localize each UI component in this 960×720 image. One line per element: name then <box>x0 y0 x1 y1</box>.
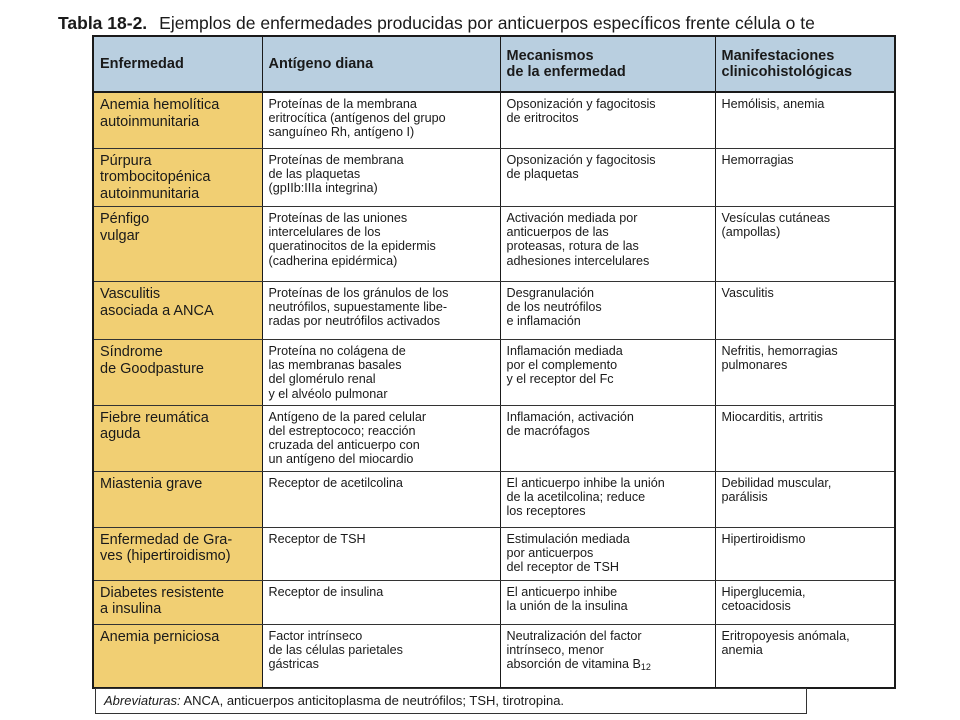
disease-cell <box>93 148 262 207</box>
manifestation-cell <box>715 471 895 527</box>
disease-cell <box>93 340 262 406</box>
mechanism-text: la unión de la insulina <box>506 599 628 614</box>
disease-text: autoinmunitaria <box>100 113 200 130</box>
antigen-text: sanguíneo Rh, antígeno I) <box>268 125 415 140</box>
mechanism-text: por el complemento <box>506 358 618 373</box>
antigen-cell <box>262 471 500 527</box>
disease-text: Síndrome <box>100 344 163 360</box>
antigen-text: Proteínas de los gránulos de los <box>268 286 449 300</box>
disease-line <box>100 601 256 618</box>
table-row <box>93 624 895 688</box>
disease-text: Anemia hemolítica <box>100 97 220 113</box>
manifestation-text: Nefritis, hemorragias <box>721 344 838 358</box>
antigen-line <box>269 344 494 358</box>
manifestation-cell <box>715 92 895 148</box>
mechanism-text: Opsonización y fagocitosis <box>506 97 656 111</box>
antigen-text: Proteína no colágena de <box>268 344 406 358</box>
antigen-text: radas por neutrófilos activados <box>268 314 441 329</box>
disease-cell <box>93 624 262 688</box>
disease-cell <box>93 471 262 527</box>
mechanism-line <box>507 167 709 181</box>
mechanism-cell <box>500 405 715 471</box>
mechanism-text: de eritrocitos <box>506 111 579 126</box>
table-title: Ejemplos de enfermedades producidas por anticuerpos específicos frente célula o te <box>159 13 815 33</box>
antigen-text: del glomérulo renal <box>268 372 376 387</box>
mechanism-text: y el receptor del Fc <box>506 372 614 387</box>
disease-cell <box>93 580 262 624</box>
antigen-cell <box>262 405 500 471</box>
table-body <box>93 92 895 688</box>
mechanism-line <box>507 211 709 225</box>
manifestation-text: Hemorragias <box>721 152 794 167</box>
manifestation-line <box>722 585 889 599</box>
antigen-line <box>269 167 494 181</box>
antigen-text: y el alvéolo pulmonar <box>268 386 388 401</box>
table-row <box>93 580 895 624</box>
antigen-text: Proteínas de membrana <box>268 152 404 167</box>
subscript: 12 <box>640 662 651 673</box>
disease-text: autoinmunitaria <box>100 185 200 202</box>
table-row <box>93 405 895 471</box>
mechanism-line <box>507 560 709 574</box>
mechanism-text: Desgranulación <box>506 286 595 300</box>
antigen-line <box>269 225 494 239</box>
manifestation-line <box>722 97 889 111</box>
manifestation-line <box>722 629 889 643</box>
antigen-cell <box>262 148 500 207</box>
antigen-line <box>269 239 494 253</box>
antigen-cell <box>262 92 500 148</box>
manifestation-cell <box>715 527 895 580</box>
disease-line <box>100 186 256 203</box>
antigen-text: las membranas basales <box>268 358 402 373</box>
table-row <box>93 148 895 207</box>
mechanism-line <box>507 254 709 268</box>
antigen-text: Proteínas de la membrana <box>268 97 417 111</box>
manifestation-line <box>722 358 889 372</box>
mechanism-line <box>507 225 709 239</box>
header-row <box>93 36 895 92</box>
antigen-text: Proteínas de las uniones <box>268 211 408 225</box>
manifestation-line <box>722 286 889 300</box>
antigen-line <box>269 97 494 111</box>
antigen-text: neutrófilos, supuestamente libe- <box>268 300 448 315</box>
header-line: clinicohistológicas <box>721 64 853 80</box>
antigen-line <box>269 476 494 490</box>
antigen-cell <box>262 580 500 624</box>
mechanism-line <box>507 111 709 125</box>
mechanism-line <box>507 490 709 504</box>
mechanism-line <box>507 599 709 613</box>
mechanism-line <box>507 358 709 372</box>
antigen-cell <box>262 527 500 580</box>
mechanism-text: de la acetilcolina; reduce <box>506 490 646 505</box>
mechanism-line <box>507 372 709 386</box>
manifestation-cell <box>715 405 895 471</box>
manifestation-text: Hiperglucemia, <box>721 584 806 599</box>
disease-line <box>100 286 256 303</box>
header-line: Enfermedad <box>100 56 184 72</box>
header-line: Mecanismos <box>506 48 594 64</box>
mechanism-cell <box>500 624 715 688</box>
antigen-text: Receptor de TSH <box>268 531 366 546</box>
antigen-line <box>269 387 494 401</box>
mechanism-text: de los neutrófilos <box>506 300 602 315</box>
header-antigeno-diana <box>262 36 500 92</box>
antigen-text: un antígeno del miocardio <box>268 452 414 467</box>
mechanism-line <box>507 239 709 253</box>
manifestation-text: Vesículas cutáneas <box>721 211 831 225</box>
mechanism-cell <box>500 471 715 527</box>
antigen-text: Receptor de insulina <box>268 584 384 599</box>
disease-text: ves (hipertiroidismo) <box>100 548 231 565</box>
table-row <box>93 92 895 148</box>
manifestation-text: pulmonares <box>721 358 788 373</box>
mechanism-line <box>507 643 709 657</box>
mechanism-text: del receptor de TSH <box>506 560 619 575</box>
antigen-line <box>269 211 494 225</box>
mechanism-text: anticuerpos de las <box>506 225 609 240</box>
manifestation-line <box>722 225 889 239</box>
disease-line <box>100 361 256 378</box>
manifestation-line <box>722 643 889 657</box>
disease-text: Diabetes resistente <box>100 584 225 601</box>
mechanism-line <box>507 532 709 546</box>
mechanism-cell <box>500 282 715 340</box>
antigen-line <box>269 410 494 424</box>
disease-line <box>100 585 256 602</box>
manifestation-line <box>722 490 889 504</box>
disease-line <box>100 476 256 493</box>
mechanism-line <box>507 476 709 490</box>
disease-cell <box>93 207 262 282</box>
disease-text: de Goodpasture <box>100 360 204 377</box>
disease-text: Pénfigo <box>100 211 150 227</box>
antigen-text: Receptor de acetilcolina <box>268 475 403 490</box>
antigen-line <box>269 424 494 438</box>
disease-line <box>100 532 256 549</box>
antigen-line <box>269 181 494 195</box>
mechanism-cell <box>500 340 715 406</box>
header-mecanismos <box>500 36 715 92</box>
antigen-line <box>269 585 494 599</box>
antigen-text: gástricas <box>268 657 319 672</box>
mechanism-text: de macrófagos <box>506 424 590 439</box>
disease-text: asociada a ANCA <box>100 302 214 319</box>
mechanism-line <box>507 424 709 438</box>
mechanism-text: por anticuerpos <box>506 546 594 561</box>
mechanism-text: de plaquetas <box>506 166 579 181</box>
mechanism-cell <box>500 92 715 148</box>
disease-text: Enfermedad de Gra- <box>100 531 233 548</box>
mechanism-text: intrínseco, menor <box>506 643 604 658</box>
manifestation-cell <box>715 207 895 282</box>
manifestation-line <box>722 532 889 546</box>
antigen-line <box>269 438 494 452</box>
disease-text: Miastenia grave <box>100 475 203 492</box>
mechanism-line <box>507 344 709 358</box>
antigen-text: queratinocitos de la epidermis <box>268 239 436 254</box>
disease-cell <box>93 92 262 148</box>
mechanism-text: absorción de vitamina B <box>506 657 641 672</box>
disease-cell <box>93 405 262 471</box>
header-line: Antígeno diana <box>268 56 374 72</box>
abbreviations-label: Abreviaturas: <box>104 693 181 708</box>
antigen-text: intercelulares de los <box>268 225 381 240</box>
mechanism-line <box>507 585 709 599</box>
manifestation-text: Debilidad muscular, <box>721 475 832 490</box>
mechanism-text: e inflamación <box>506 314 581 329</box>
disease-line <box>100 97 256 114</box>
manifestation-text: Miocarditis, artritis <box>721 409 823 424</box>
manifestation-text: Hipertiroidismo <box>721 531 806 546</box>
antigen-text: de las plaquetas <box>268 166 361 181</box>
antigen-line <box>269 300 494 314</box>
disease-text: Vasculitis <box>100 286 161 302</box>
disease-text: aguda <box>100 426 141 443</box>
disease-line <box>100 303 256 320</box>
header-enfermedad <box>93 36 262 92</box>
antigen-line <box>269 254 494 268</box>
table-row <box>93 282 895 340</box>
antigen-line <box>269 372 494 386</box>
disease-line <box>100 169 256 186</box>
antigen-text: Factor intrínseco <box>268 628 363 643</box>
manifestation-cell <box>715 580 895 624</box>
manifestation-text: anemia <box>721 643 763 658</box>
antigen-text: de las células parietales <box>268 643 403 658</box>
mechanism-line <box>507 153 709 167</box>
antigen-line <box>269 532 494 546</box>
antigen-line <box>269 111 494 125</box>
disease-line <box>100 548 256 565</box>
mechanism-text: El anticuerpo inhibe <box>506 584 618 599</box>
disease-cell <box>93 282 262 340</box>
manifestation-text: (ampollas) <box>721 225 781 240</box>
antigen-cell <box>262 282 500 340</box>
disease-line <box>100 629 256 646</box>
manifestation-cell <box>715 624 895 688</box>
antigen-line <box>269 657 494 671</box>
disease-line <box>100 114 256 131</box>
manifestation-cell <box>715 148 895 207</box>
disease-text: Púrpura <box>100 152 152 169</box>
header-line: Manifestaciones <box>721 48 835 64</box>
antigen-line <box>269 153 494 167</box>
mechanism-line <box>507 657 709 674</box>
mechanism-text: Estimulación mediada <box>506 531 630 546</box>
manifestation-cell <box>715 282 895 340</box>
mechanism-cell <box>500 207 715 282</box>
antigen-cell <box>262 207 500 282</box>
mechanism-text: Activación mediada por <box>506 211 638 225</box>
table-caption <box>58 12 960 34</box>
table-row <box>93 207 895 282</box>
mechanism-text: los receptores <box>506 504 586 519</box>
abbreviations-text: ANCA, anticuerpos anticitoplasma de neutrófilos; TSH, tirotropina. <box>180 693 565 708</box>
mechanism-line <box>507 286 709 300</box>
antigen-text: Antígeno de la pared celular <box>268 409 427 424</box>
antigen-cell <box>262 624 500 688</box>
header-line: de la enfermedad <box>506 64 626 80</box>
manifestation-text: cetoacidosis <box>721 599 791 614</box>
mechanism-cell <box>500 148 715 207</box>
manifestation-line <box>722 153 889 167</box>
manifestation-text: parálisis <box>721 490 768 505</box>
manifestation-line <box>722 344 889 358</box>
mechanism-line <box>507 629 709 643</box>
disease-table <box>92 35 896 689</box>
mechanism-text: Neutralización del factor <box>506 628 642 643</box>
manifestation-text: Vasculitis <box>721 286 774 300</box>
mechanism-text: Inflamación, activación <box>506 409 634 424</box>
mechanism-line <box>507 300 709 314</box>
antigen-line <box>269 629 494 643</box>
antigen-line <box>269 125 494 139</box>
antigen-line <box>269 314 494 328</box>
mechanism-cell <box>500 580 715 624</box>
table-row <box>93 340 895 406</box>
mechanism-text: Inflamación mediada <box>506 344 623 358</box>
disease-cell <box>93 527 262 580</box>
antigen-text: del estreptococo; reacción <box>268 424 416 439</box>
disease-line <box>100 153 256 170</box>
mechanism-text: adhesiones intercelulares <box>506 253 650 268</box>
mechanism-line <box>507 97 709 111</box>
manifestation-line <box>722 599 889 613</box>
manifestation-line <box>722 410 889 424</box>
table-number: Tabla 18-2. <box>58 13 148 33</box>
antigen-text: (cadherina epidérmica) <box>268 253 398 268</box>
mechanism-text: proteasas, rotura de las <box>506 239 639 254</box>
antigen-line <box>269 358 494 372</box>
disease-text: a insulina <box>100 601 162 618</box>
mechanism-line <box>507 314 709 328</box>
antigen-line <box>269 286 494 300</box>
disease-line <box>100 410 256 427</box>
manifestation-line <box>722 476 889 490</box>
mechanism-text: Opsonización y fagocitosis <box>506 152 656 167</box>
mechanism-line <box>507 546 709 560</box>
mechanism-line <box>507 410 709 424</box>
mechanism-text: El anticuerpo inhibe la unión <box>506 475 665 490</box>
disease-text: Fiebre reumática <box>100 409 209 426</box>
disease-text: trombocitopénica <box>100 169 211 185</box>
mechanism-cell <box>500 527 715 580</box>
antigen-line <box>269 452 494 466</box>
antigen-text: (gpIIb:IIIa integrina) <box>268 180 378 195</box>
header-manifestaciones <box>715 36 895 92</box>
manifestation-cell <box>715 340 895 406</box>
mechanism-line <box>507 504 709 518</box>
antigen-text: cruzada del anticuerpo con <box>268 438 420 453</box>
manifestation-text: Hemólisis, anemia <box>721 97 825 111</box>
antigen-line <box>269 643 494 657</box>
manifestation-line <box>722 211 889 225</box>
disease-line <box>100 228 256 245</box>
disease-line <box>100 426 256 443</box>
antigen-cell <box>262 340 500 406</box>
disease-line <box>100 211 256 228</box>
antigen-text: eritrocítica (antígenos del grupo <box>268 111 446 126</box>
manifestation-text: Eritropoyesis anómala, <box>721 628 850 643</box>
abbreviations-note <box>95 688 807 714</box>
disease-text: Anemia perniciosa <box>100 628 220 645</box>
table-row <box>93 471 895 527</box>
disease-line <box>100 344 256 361</box>
disease-text: vulgar <box>100 227 140 244</box>
table-row <box>93 527 895 580</box>
